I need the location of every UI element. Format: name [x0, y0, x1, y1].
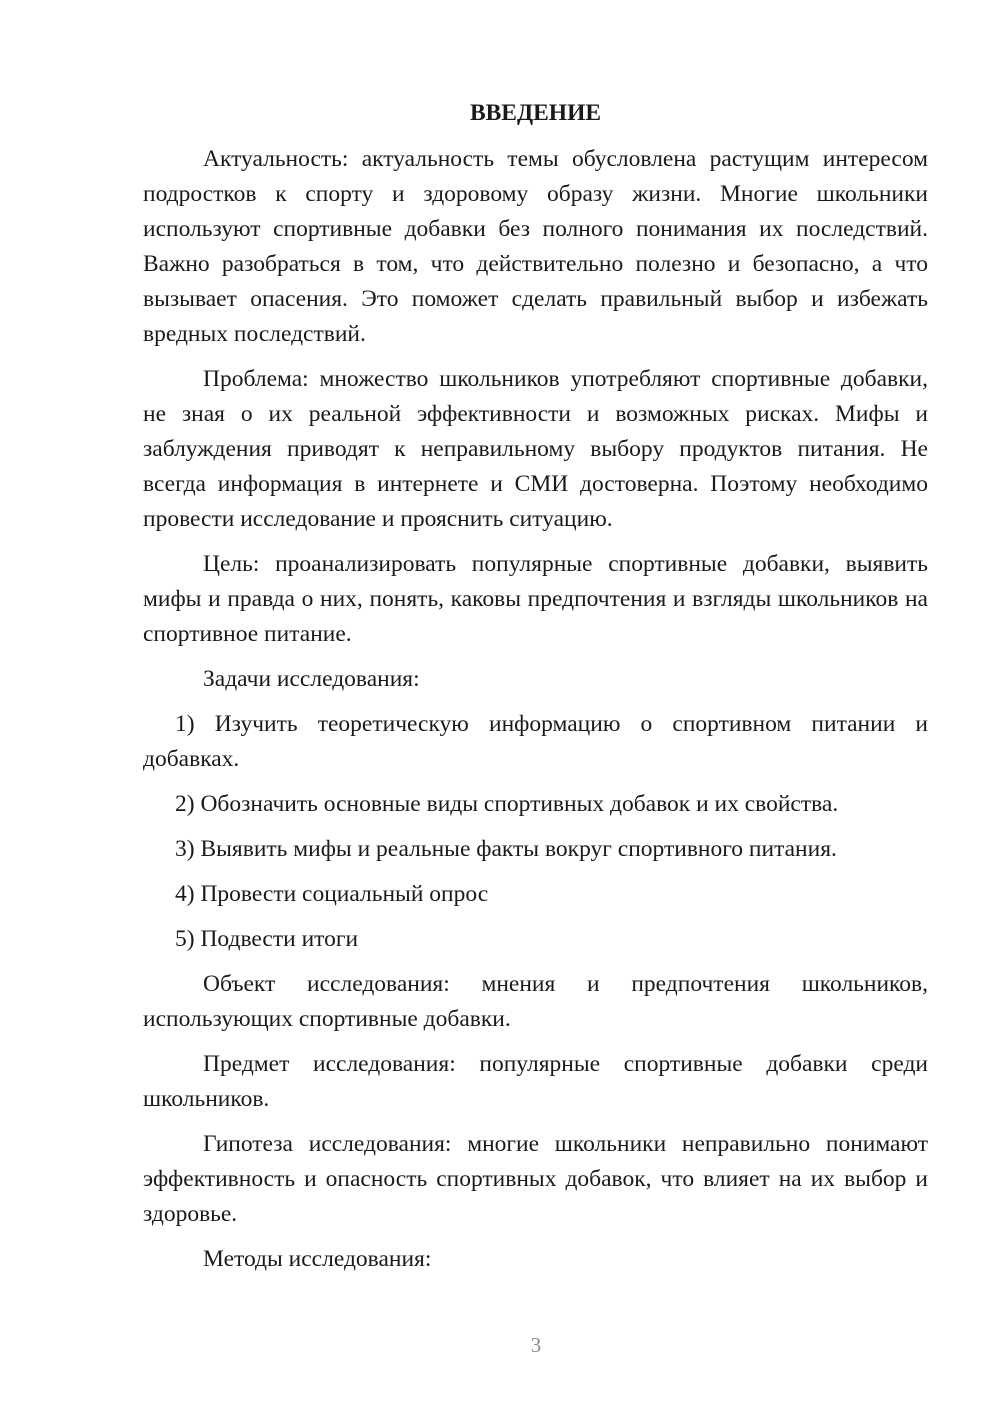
paragraph-problem: Проблема: множество школьников употребляют спортивные добавки, не зная о их реальной эффективности и возможных рисках. Мифы и заблуждения приводят к неправильному выбору продуктов питания. Не всегда информация в интернете и СМИ достоверна. Поэтому необходимо провести исследование и прояснить ситуацию.	[143, 366, 928, 532]
paragraph-goal: Цель: проанализировать популярные спортивные добавки, выявить мифы и правда о них, понять, каковы предпочтения и взгляды школьников на спортивное питание.	[143, 551, 928, 647]
page-content	[143, 96, 928, 1287]
task-item-1: 1) Изучить теоретическую информацию о спортивном питании и добавках.	[143, 711, 928, 772]
page-number: 3	[530, 1333, 542, 1357]
task-item-4: 4) Провести социальный опрос	[175, 881, 489, 907]
task-item-2: 2) Обозначить основные виды спортивных добавок и их свойства.	[175, 791, 839, 817]
paragraph-hypothesis: Гипотеза исследования: многие школьники неправильно понимают эффективность и опасность спортивных добавок, что влияет на их выбор и здоровье.	[143, 1131, 928, 1227]
task-item-3: 3) Выявить мифы и реальные факты вокруг спортивного питания.	[175, 836, 837, 862]
section-title: ВВЕДЕНИЕ	[469, 100, 602, 126]
paragraph-subject: Предмет исследования: популярные спортивные добавки среди школьников.	[143, 1051, 928, 1112]
paragraph-object: Объект исследования: мнения и предпочтения школьников, использующих спортивные добавки.	[143, 971, 928, 1032]
methods-heading: Методы исследования:	[203, 1246, 432, 1272]
task-item-5: 5) Подвести итоги	[175, 926, 359, 952]
paragraph-relevance: Актуальность: актуальность темы обусловлена растущим интересом подростков к спорту и здоровому образу жизни. Многие школьники используют спортивные добавки без полного понимания их последствий. Важно разобраться в том, что действительно полезно и безопасно, а что вызывает опасения. Это поможет сделать правильный выбор и избежать вредных последствий.	[143, 146, 928, 347]
tasks-heading: Задачи исследования:	[203, 666, 420, 692]
